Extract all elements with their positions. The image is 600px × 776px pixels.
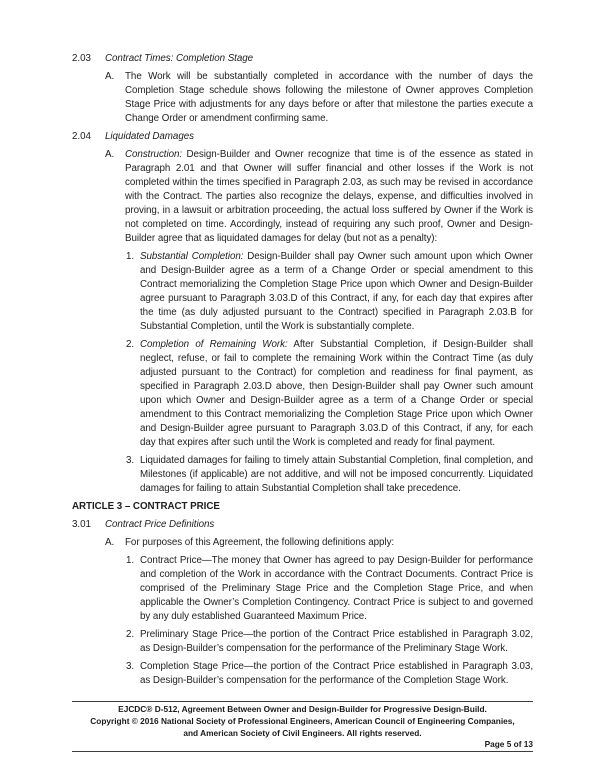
- section-heading-2-03: [72, 52, 533, 66]
- list-item-3-01-A-3: [72, 660, 533, 688]
- page-footer: [72, 701, 533, 752]
- paragraph-2-03-A: [72, 70, 533, 126]
- section-title-3-01: Contract Price Definitions: [105, 519, 215, 530]
- list-item-marker: 1.: [126, 251, 135, 262]
- section-heading-3-01: [72, 518, 533, 532]
- paragraph-body: Design-Builder and Owner recognize that time is of the essence as stated in Paragraph 2.01 and that Owner will suffer financial and other losses if the Work is not completed within the times specified in Paragraph 2.03, as such may be revised in accordance with the Contract. The parties also recognize the delays, expense, and difficulties involved in proving, in a lawsuit or arbitration proceeding, the actual loss suffered by Owner if the Work is not completed on time. Accordingly, instead of requiring any such proof, Owner and Design-Builder agree that as liquidated damages for delay (but not as a penalty):: [125, 149, 533, 244]
- list-item-3-01-A-1: [72, 554, 533, 624]
- list-item-marker: 2.: [126, 629, 135, 640]
- list-item-text: Contract Price—The money that Owner has agreed to pay Design-Builder for performance and completion of the Work in accordance with the Contract Documents. Contract Price is comprised of the Preliminary Stage Price and the Completion Stage Price, and when applicable the Owner’s Completion Contingency. Contract Price is subject to and governed by any duly established Guaranteed Maximum Price.: [140, 555, 533, 622]
- footer-line-1: EJCDC® D-512, Agreement Between Owner and Design-Builder for Progressive Design-Build.: [118, 704, 487, 714]
- list-item-marker: 2.: [126, 339, 135, 350]
- list-item-text: [140, 250, 533, 334]
- list-item-marker: 3.: [126, 455, 135, 466]
- paragraph-marker: A.: [105, 537, 115, 548]
- paragraph-marker: A.: [105, 149, 115, 160]
- list-item-3-01-A-2: [72, 628, 533, 656]
- list-item-2-04-A-2: [72, 338, 533, 450]
- list-item-2-04-A-3: [72, 454, 533, 496]
- section-title-2-04: Liquidated Damages: [105, 131, 194, 142]
- article-3-heading: ARTICLE 3 – CONTRACT PRICE: [72, 501, 220, 512]
- paragraph-text: For purposes of this Agreement, the following definitions apply:: [125, 537, 395, 548]
- list-item-text: Preliminary Stage Price—the portion of the Contract Price established in Paragraph 3.02, as Design-Builder’s compensation for the performance of the Preliminary Stage Work.: [140, 629, 533, 654]
- list-item-lead: Completion of Remaining Work:: [140, 339, 288, 350]
- list-item-text: Completion Stage Price—the portion of the Contract Price established in Paragraph 3.03, as Design-Builder’s compensation for the performance of the Completion Stage Work.: [140, 661, 533, 686]
- paragraph-marker: A.: [105, 71, 115, 82]
- list-item-body: After Substantial Completion, if Design-Builder shall neglect, refuse, or fail to complete the remaining Work within the Contract Time (as duly adjusted pursuant to the Contract) for completion and readiness for final payment, as specified in Paragraph 2.03.D above, then Design-Builder shall pay Owner such amount upon which Owner and Design-Builder agree as a term of a Change Order or special amendment to this Contract memorializing the Completion Stage Price upon which Owner and Design-Builder agree pursuant to Paragraph 3.03.D of this Contract, if any, for each day that expires after such until the Work is completed and ready for final payment.: [140, 339, 533, 448]
- section-number-3-01: 3.01: [72, 519, 91, 530]
- list-item-marker: 1.: [126, 555, 135, 566]
- list-item-body: Design-Builder shall pay Owner such amount upon which Owner and Design-Builder agree as a term of a Change Order or special amendment to this Contract memorializing the Completion Stage Price upon which Owner and Design-Builder agree pursuant to Paragraph 3.03.D of this Contract, if any, for each day that expires after the time (as duly adjusted pursuant to the Contract) specified in Paragraph 2.03.B for Substantial Completion, until the Work is substantially complete.: [140, 251, 533, 332]
- page-number: Page 5 of 13: [484, 739, 533, 750]
- list-item-text: [140, 338, 533, 450]
- section-heading-2-04: [72, 130, 533, 144]
- paragraph-3-01-A: [72, 536, 533, 550]
- list-item-marker: 3.: [126, 661, 135, 672]
- footer-line-3: and American Society of Civil Engineers. All rights reserved.: [183, 727, 422, 738]
- paragraph-2-04-A: [72, 148, 533, 246]
- paragraph-text: The Work will be substantially completed in accordance with the number of days the Completion Stage schedule shows following the milestone of Owner approves Completion Stage Price with adjustments for any days before or after that milestone the parties execute a Change Order or amendment confirming same.: [125, 71, 533, 124]
- footer-line-2: Copyright © 2016 National Society of Professional Engineers, American Council of Engineering Companies,: [90, 715, 515, 726]
- list-item-text: Liquidated damages for failing to timely attain Substantial Completion, final completion, and Milestones (if applicable) are not additive, and will not be imposed concurrently. Liquidated damages for failing to attain Substantial Completion shall take precedence.: [140, 455, 533, 494]
- paragraph-text: [125, 148, 533, 246]
- contract-body: [72, 52, 533, 692]
- section-number-2-03: 2.03: [72, 53, 91, 64]
- section-title-2-03: Contract Times: Completion Stage: [105, 53, 254, 64]
- section-number-2-04: 2.04: [72, 131, 91, 142]
- list-item-lead: Substantial Completion:: [140, 251, 244, 262]
- list-item-2-04-A-1: [72, 250, 533, 334]
- paragraph-lead: Construction:: [125, 149, 183, 160]
